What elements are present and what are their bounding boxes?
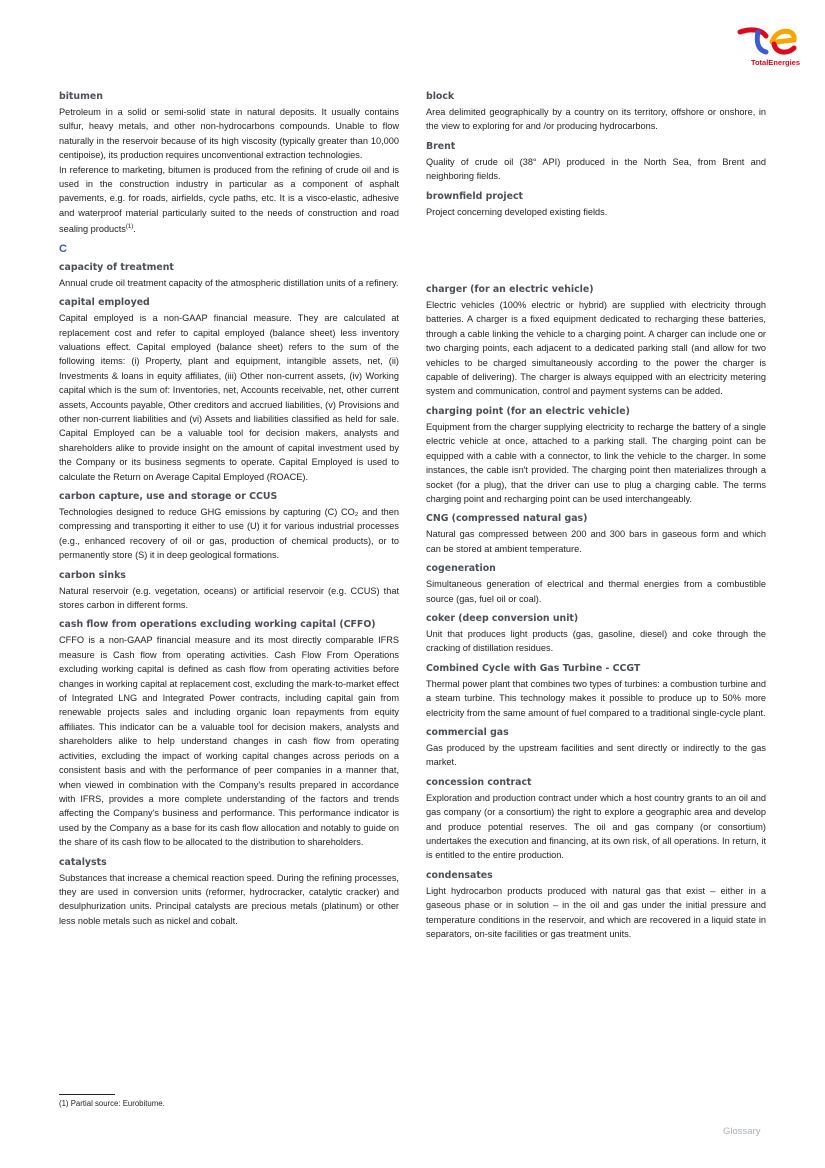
page-footer-section: Glossary bbox=[723, 1126, 761, 1137]
glossary-entry bbox=[59, 261, 399, 290]
term-heading: condensates bbox=[426, 869, 493, 881]
term-heading: charging point (for an electric vehicle) bbox=[426, 405, 630, 417]
term-definition: Project concerning developed existing fields. bbox=[426, 206, 608, 217]
term-definition: Simultaneous generation of electrical and thermal energies from a combustible source (gas, fuel oil or coal). bbox=[426, 579, 766, 604]
term-definition: Substances that increase a chemical reaction speed. During the refining processes, they are used in conversion units (reformer, hydrocracker, catalytic cracker) and desulphurization units. Principal catalysts are precious metals (platinum) or other less noble metals such as nickel and cobalt. bbox=[59, 872, 399, 926]
glossary-entry bbox=[59, 90, 399, 237]
glossary-entry bbox=[59, 569, 399, 613]
term-definition: Unit that produces light products (gas, gasoline, diesel) and coke through the cracking of distillation residues. bbox=[426, 628, 766, 654]
glossary-entry bbox=[426, 405, 766, 506]
term-heading: cash flow from operations excluding working capital (CFFO) bbox=[59, 619, 376, 631]
term-definition: Quality of crude oil (38° API) produced in the North Sea, from Brent and neighboring fields. bbox=[426, 156, 766, 182]
term-definition: Annual crude oil treatment capacity of the atmospheric distillation units of a refinery. bbox=[59, 277, 399, 288]
glossary-entry bbox=[59, 856, 399, 929]
glossary-entry bbox=[59, 618, 399, 849]
glossary-entry bbox=[426, 190, 766, 219]
term-heading: bitumen bbox=[59, 91, 103, 102]
term-definition: Area delimited geographically by a country on its territory, offshore or onshore, in the view to exploring for and /or producing hydrocarbons. bbox=[426, 107, 766, 132]
term-heading: cogeneration bbox=[426, 563, 496, 575]
glossary-entry bbox=[59, 490, 399, 563]
term-definition: Equipment from the charger supplying electricity to recharge the battery of a single electric vehicle at once, attached to a parking stall. The charging point can be equipped with a cable with a connector, to link the vehicle to the charger. In some instances, the cable isn't provided. The charging point then materializes through a socket (for a plug), that the driver can use to plug a charging cable. The terms charging point and recharging point can be used interchangeably. bbox=[426, 421, 766, 504]
term-definition: Gas produced by the upstream facilities and sent directly or indirectly to the gas market. bbox=[426, 742, 766, 768]
footnote-divider bbox=[59, 1094, 115, 1095]
term-heading: coker (deep conversion unit) bbox=[426, 612, 579, 624]
term-definition: Electric vehicles (100% electric or hybrid) are supplied with electricity through batteries. A charger is a fixed equipment dedicated to recharging these batteries, through a cable linking the vehicle to a charging point. A charger can include one or two charging points, each adjacent to a dedicated parking stall (and allow for two vehicles to be charged simultaneously according to the power the charger is capable of delivering). The charger is always equipped with an electricity metering system and communication, control and payment systems can be added. bbox=[426, 300, 766, 397]
term-heading: charger (for an electric vehicle) bbox=[426, 284, 594, 296]
term-heading: concession contract bbox=[426, 776, 532, 788]
glossary-entry bbox=[426, 662, 766, 720]
section-letter: C bbox=[59, 242, 67, 255]
column-spacer bbox=[426, 225, 766, 283]
term-definition: Petroleum in a solid or semi-solid state in natural deposits. It usually contains sulfur, heavy metals, and other non-hydrocarbons compounds. Unable to flow naturally in the reservoir because of its high viscosity (typically greater than 10,000 centipoise), its production requires unconventional extraction technologies. In reference to marketing, bitumen is produced from the refining of crude oil and is used in the construction industry in particular as a component of asphalt pavements, e.g. for roads, airfields, cycle paths, etc. It is a visco-elastic, adhesive and waterproof material particularly suited to the needs of construction and road sealing products$^{(1)}$. bbox=[59, 107, 399, 235]
term-definition: Thermal power plant that combines two types of turbines: a combustion turbine and a steam turbine. This technology makes it possible to produce up to 50% more electricity from the same amount of fuel compared to a traditional single-cycle plant. bbox=[426, 678, 766, 718]
term-heading: commercial gas bbox=[426, 726, 509, 738]
totalenergies-logo bbox=[736, 22, 800, 70]
glossary-entry bbox=[426, 140, 766, 184]
glossary-entry bbox=[426, 283, 766, 399]
right-column bbox=[426, 90, 766, 947]
glossary-entry bbox=[426, 726, 766, 770]
glossary-entry bbox=[426, 90, 766, 134]
glossary-entry bbox=[426, 562, 766, 606]
term-definition: Technologies designed to reduce GHG emissions by capturing (C) CO₂ and then compressing and transporting it either to use (U) it for various industrial processes (e.g., enhanced recovery of oil or gas, production of chemical products), or to permanently store (S) it in deep geological formations. bbox=[59, 507, 399, 561]
term-heading: catalysts bbox=[59, 856, 107, 868]
term-heading: Brent bbox=[426, 140, 456, 152]
term-heading: carbon capture, use and storage or CCUS bbox=[59, 491, 278, 502]
term-definition: Exploration and production contract under which a host country grants to an oil and gas company (or a consortium) the right to explore a geographic area and develop and produce potential reserves. The oil and gas company (or consortium) undertakes the execution and financing, at its own risk, of all operations. In return, it is entitled to the entire production. bbox=[426, 792, 766, 861]
term-heading: capacity of treatment bbox=[59, 261, 174, 273]
totalenergies-logo-icon bbox=[736, 22, 800, 58]
term-definition: Capital employed is a non-GAAP financial measure. They are calculated at replacement cost and refer to capital employed (balance sheet) less inventory valuations effect. Capital employed (balance sheet) refers to the sum of the following items: (i) Property, plant and equipment, intangible assets, net, (ii) Investments & loans in equity affiliates, (iii) Other non-current assets, (iv) Working capital which is the sum of: Inventories, net, Accounts receivable, net, other current assets, Accounts payable, Other creditors and accrued liabilities, (v) Provisions and other non-current liabilities and (vi) Assets and liabilities classified as held for sale. Capital Employed can be a valuable tool for decision makers, analysts and shareholders alike to provide insight on the amount of capital investment used by the Company or its business segments to operate. Capital Employed is used to calculate the Return on Average Capital Employed (ROACE). bbox=[59, 313, 399, 482]
term-heading: CNG (compressed natural gas) bbox=[426, 513, 588, 525]
term-definition: Natural gas compressed between 200 and 300 bars in gaseous form and which can be stored at ambient temperature. bbox=[426, 529, 766, 554]
term-definition: Natural reservoir (e.g. vegetation, oceans) or artificial reservoir (e.g. CCUS) that stores carbon in different forms. bbox=[59, 585, 399, 611]
left-column bbox=[59, 90, 399, 934]
footnote-ref: (1) bbox=[125, 224, 134, 231]
glossary-entry bbox=[426, 776, 766, 863]
term-heading: carbon sinks bbox=[59, 569, 126, 581]
term-definition: Light hydrocarbon products produced with natural gas that exist – either in a gaseous phase or in solution – in the oil and gas under the initial pressure and temperature conditions in the reservoir, and which are recovered in a liquid state in separators, on-site facilities or gas treatment units. bbox=[426, 885, 766, 940]
logo-wordmark: TotalEnergies bbox=[750, 58, 800, 67]
term-heading: block bbox=[426, 91, 455, 102]
term-heading: brownfield project bbox=[426, 190, 523, 202]
glossary-entry bbox=[426, 869, 766, 942]
footnote: (1) Partial source: Eurobitume. bbox=[59, 1099, 165, 1108]
term-heading: Combined Cycle with Gas Turbine - CCGT bbox=[426, 662, 641, 674]
term-heading: capital employed bbox=[59, 297, 150, 309]
term-definition: CFFO is a non-GAAP financial measure and its most directly comparable IFRS measure is Cash flow from operating activities. Cash Flow From Operations excluding working capital is defined as cash flow from operating activities before changes in working capital at replacement cost, excluding the mark-to-market effect of Integrated LNG and Integrated Power contracts, including capital gain from renewable projects sales and including organic loan repayments from equity affiliates. This indicator can be a valuable tool for decision makers, analysts and shareholders alike to help understand changes in cash flow from operating activities, excluding the impact of working capital changes across periods on a consistent basis and with the performance of peer companies in a manner that, when viewed in combination with the Company's results prepared in accordance with IFRS, provides a more complete understanding of the factors and trends affecting the Company's business and performance. This performance indicator is used by the Company as a base for its cash flow allocation and notably to guide on the share of its cash flow to be allocated to the distribution to shareholders. bbox=[59, 635, 399, 848]
glossary-entry bbox=[59, 296, 399, 484]
glossary-entry bbox=[426, 612, 766, 656]
glossary-entry bbox=[426, 512, 766, 556]
